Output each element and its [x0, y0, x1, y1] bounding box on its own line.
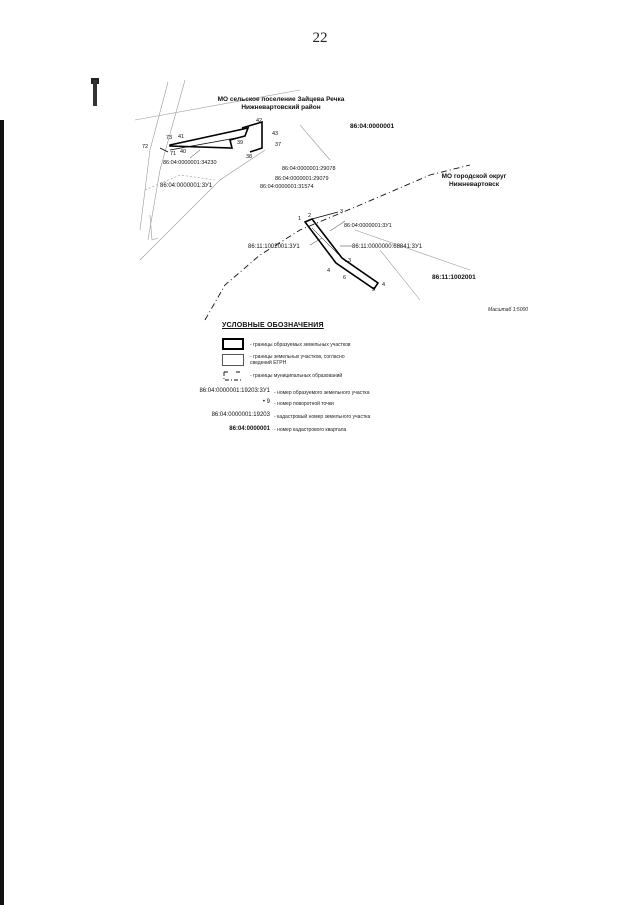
bg-line [300, 125, 330, 160]
point-72: 72 [142, 144, 149, 150]
page-number: 22 [312, 30, 328, 46]
municipal-boundary [205, 165, 470, 320]
legend-example-quarter: 86:04:0000001 [229, 426, 270, 432]
point-1: 1 [298, 216, 302, 222]
point-3-top: 3 [340, 209, 344, 215]
point-71: 71 [170, 151, 177, 157]
dash-sample [224, 372, 242, 380]
legend-swatch-bold [222, 338, 244, 350]
legend-bold-text: - границы образуемых земельных участков [250, 342, 351, 348]
point-42: 42 [256, 118, 263, 124]
bg-line [380, 250, 420, 300]
legend-cadastral-desc: - кадастровый номер земельного участка [274, 414, 371, 420]
region-city-line2: Нижневартовск [448, 181, 500, 188]
point-4-left: 4 [327, 268, 331, 274]
point-2: 2 [308, 213, 312, 219]
point-5: 5 [372, 287, 376, 293]
point-43: 43 [272, 131, 279, 137]
parcel-label-11-3y1: 86:11:1002001:3У1 [248, 244, 300, 250]
point-73: 73 [166, 135, 173, 141]
point-40: 40 [180, 149, 187, 155]
bg-line [140, 150, 265, 260]
background-lines [135, 80, 470, 300]
legend-new-code-desc: - номер образуемого земельного участка [274, 390, 370, 396]
parcel-label-31574: 86:04:0000001:31574 [260, 184, 314, 190]
linear-parcel-outline [305, 219, 378, 289]
point-4-right: 4 [382, 282, 386, 288]
legend-example-point: • 9 [262, 399, 270, 405]
point-37: 37 [275, 142, 282, 148]
scale-note: Масштаб 1:5000 [488, 307, 529, 313]
legend-swatch-dash [222, 370, 244, 382]
legend-title: УСЛОВНЫЕ ОБОЗНАЧЕНИЯ [222, 322, 324, 329]
parcel-label-29079: 86:04:0000001:29079 [275, 176, 329, 182]
legend-example-cadastral: 86:04:0000001:19203 [211, 412, 270, 418]
parcel-label-29078: 86:04:0000001:29078 [282, 166, 336, 172]
quarter-label-2: 86:11:1002001 [432, 274, 476, 281]
parcel-label-3y1-b: 86:04:0000001:3У1 [344, 223, 392, 229]
quarter-label-1: 86:04:0000001 [350, 123, 395, 130]
point-41: 41 [178, 134, 185, 140]
linear-parcel [305, 219, 378, 289]
legend-example-new-code: 86:04:0000001:19203:3У1 [199, 388, 270, 394]
legend-egrn-text-1: - границы земельных участков, согласно [250, 354, 345, 360]
leader [190, 150, 200, 158]
point-39: 39 [237, 140, 244, 146]
parcel-outline-right [242, 122, 262, 152]
legend-municipal-text: - границы муниципальных образований [250, 373, 343, 379]
region-rural-line1: МО сельское поселение Зайцева Речка [217, 96, 345, 103]
linear-parcel-axis [312, 228, 346, 262]
point-3-mid: 3 [348, 258, 352, 264]
region-city-line1: МО городской округ [441, 173, 507, 180]
bg-line [150, 215, 158, 240]
region-rural-line2: Нижневартовский район [241, 104, 321, 111]
point-6: 6 [343, 275, 347, 281]
legend-quarter-desc: - номер кадастрового квартала [274, 427, 347, 433]
parcel-label-3y1-a: 86:04:0000001:3У1 [160, 183, 213, 189]
bg-line [355, 230, 470, 270]
parcel-label-68841: 86:11:0000000:68841:3У1 [352, 244, 423, 250]
legend-egrn-text-2: сведений ЕГРН [250, 360, 287, 366]
legend-swatch-thin [222, 354, 244, 366]
parcel-label-34230: 86:04:0000001:34230 [163, 160, 217, 166]
parcel-thin-line [160, 148, 168, 152]
leader [330, 221, 345, 231]
legend-point-desc: - номер поворотной точки [274, 401, 334, 407]
point-38: 38 [246, 154, 253, 160]
